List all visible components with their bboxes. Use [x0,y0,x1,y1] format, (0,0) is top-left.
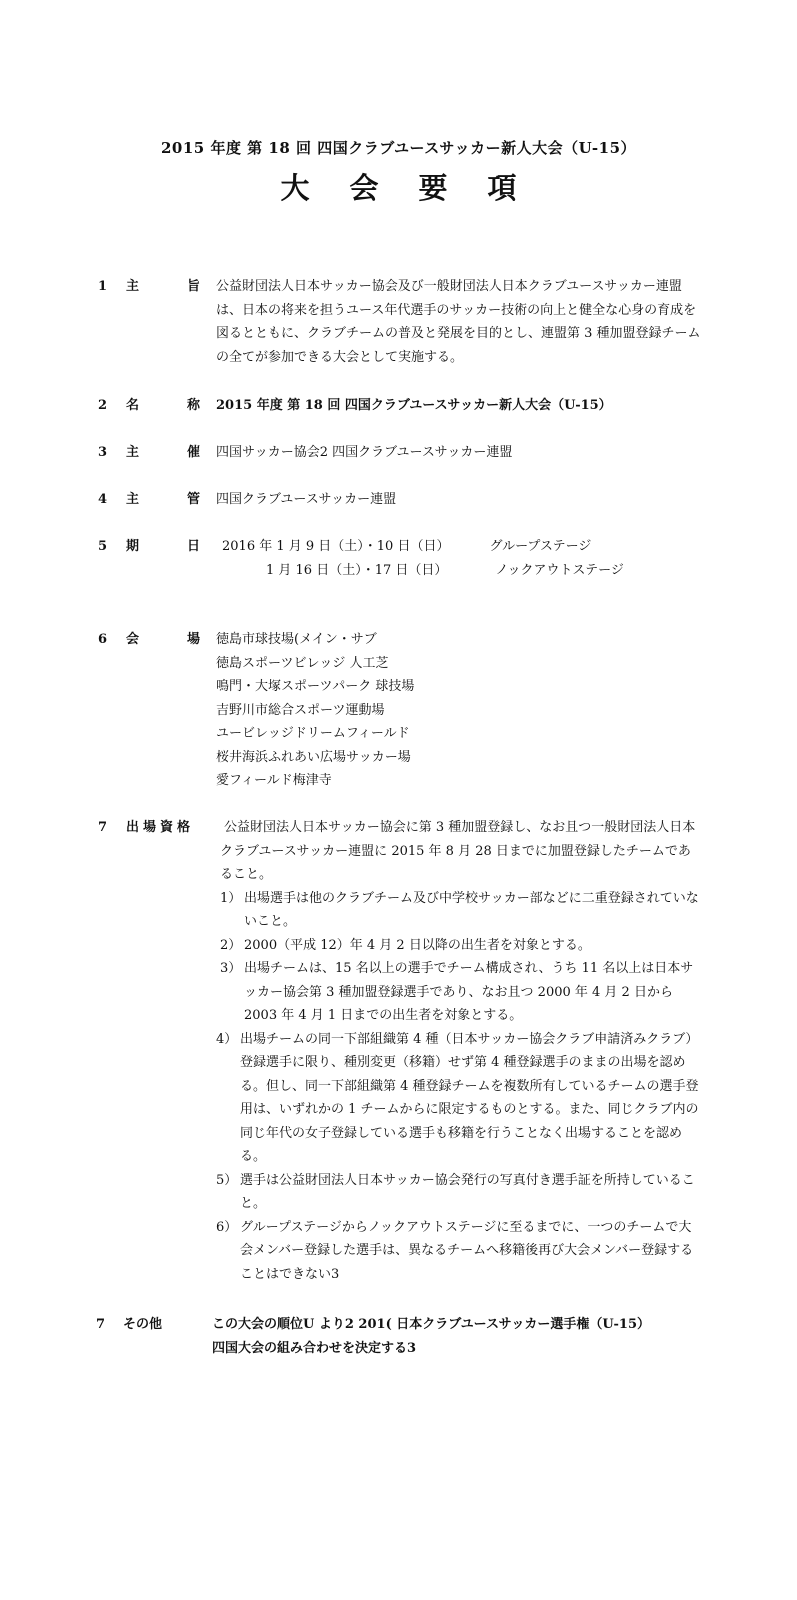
list-item [216,1169,702,1216]
venue-item: 吉野川市総合スポーツ運動場 [216,702,385,718]
list-item [220,957,702,1028]
item-marker: 2） [220,937,242,953]
list-item [216,1028,702,1169]
item-text: グループステージからノックアウトステージに至るまでに、一つのチームで大会メンバー登録した選手は、異なるチームへ移籍後再び大会メンバー登録することはできない3 [240,1219,694,1282]
section-number: 3 [98,445,108,460]
venue-item: 徳島市球技場(メイン・サブ [216,632,377,647]
stage-text: ノックアウトステージ [495,562,624,578]
section-number: 4 [98,492,108,507]
venue-item: 桜井海浜ふれあい広場サッカー場 [216,749,411,765]
venue-item: 愛フィールド梅津寺 [216,773,332,788]
date-text: 1 月 16 日（土）・17 日（日） [266,562,448,578]
item-text: 出場チームは、15 名以上の選手でチーム構成され、うち 11 名以上は日本サッカー協会第 3 種加盟登録選手であり、なお且つ 2000 年 4 月 2 日から 2003 年 4 月 1 日までの出生者を対象とする。 [244,961,694,1023]
section-text [222,535,712,582]
date-text: 2016 年 1 月 9 日（土）・10 日（日） [222,539,450,554]
item-marker: 3） [220,961,242,976]
venue-item: ユービレッジドリームフィールド [216,726,410,741]
section-text [212,1313,712,1360]
section-number: 6 [98,632,108,647]
section-number: 7 [96,1317,106,1332]
item-text: 出場チームの同一下部組織第 4 種（日本サッカー協会クラブ申請済みクラブ）登録選手に限り、種別変更（移籍）せず第 4 種登録選手のままの出場を認める。但し、同一下部組織第 4 種登録チームを複数所有しているチームの選手登用は、いずれかの 1 チームからに限定するものとする。また、同じクラブ内の同じ年代の女子登録している選手も移籍を行うことなく出場することを認める。 [240,1031,699,1164]
document-heading: 大会要項 [280,171,557,205]
section-text: 四国サッカー協会2 四国クラブユースサッカー連盟 [216,445,513,460]
section-number: 7 [98,820,108,835]
section-label: 会 場 [126,632,200,647]
venue-item: 徳島スポーツビレッジ 人工芝 [216,655,389,671]
section-number: 2 [98,398,108,413]
venue-list [216,628,706,793]
other-line: 四国大会の組み合わせを決定する3 [212,1340,417,1356]
list-item [220,934,702,958]
item-text: 2000（平成 12）年 4 月 2 日以降の出生者を対象とする。 [244,937,591,953]
section-text: 四国クラブユースサッカー連盟 [216,492,397,507]
list-item [216,1216,702,1287]
date-row [222,535,712,559]
tournament-title: 2015 年度 第 18 回 四国クラブユースサッカー新人大会（U-15） [160,139,637,157]
item-marker: 5） [216,1172,238,1188]
section-label: 主 管 [126,492,200,507]
section-label: 主 旨 [126,279,200,294]
section-text [216,816,702,1286]
list-item [220,887,702,934]
section-label: 期 日 [126,539,200,554]
stage-text: グループステージ [489,539,592,554]
section-number: 5 [98,539,108,554]
section-label: 出場資格 [126,820,195,835]
item-text: 出場選手は他のクラブチーム及び中学校サッカー部などに二重登録されていないこと。 [244,890,699,929]
venue-item: 鳴門・大塚スポーツパーク 球技場 [216,679,415,694]
date-row [222,559,712,583]
eligibility-intro: 公益財団法人日本サッカー協会に第 3 種加盟登録し、なお且つ一般財団法人日本クラブユースサッカー連盟に 2015 年 8 月 28 日までに加盟登録したチームであること。 [220,820,696,882]
item-marker: 6） [216,1219,238,1235]
section-text: 2015 年度 第 18 回 四国クラブユースサッカー新人大会（U-15） [216,398,612,413]
section-label: 主 催 [126,445,200,460]
section-label: 名 称 [126,398,200,413]
section-number: 1 [98,279,108,294]
section-text: 公益財団法人日本サッカー協会及び一般財団法人日本クラブユースサッカー連盟は、日本の将来を担うユース年代選手のサッカー技術の向上と健全な心身の育成を図るとともに、クラブチームの普及と発展を目的とし、連盟第 3 種加盟登録チームの全てが参加できる大会として実施する。 [216,279,701,365]
item-marker: 1） [220,890,242,906]
item-text: 選手は公益財団法人日本サッカー協会発行の写真付き選手証を所持していること。 [240,1172,695,1211]
section-label: その他 [123,1317,163,1332]
other-line: この大会の順位U より2 201( 日本クラブユースサッカー選手権（U-15） [212,1317,651,1332]
item-marker: 4） [216,1031,238,1047]
